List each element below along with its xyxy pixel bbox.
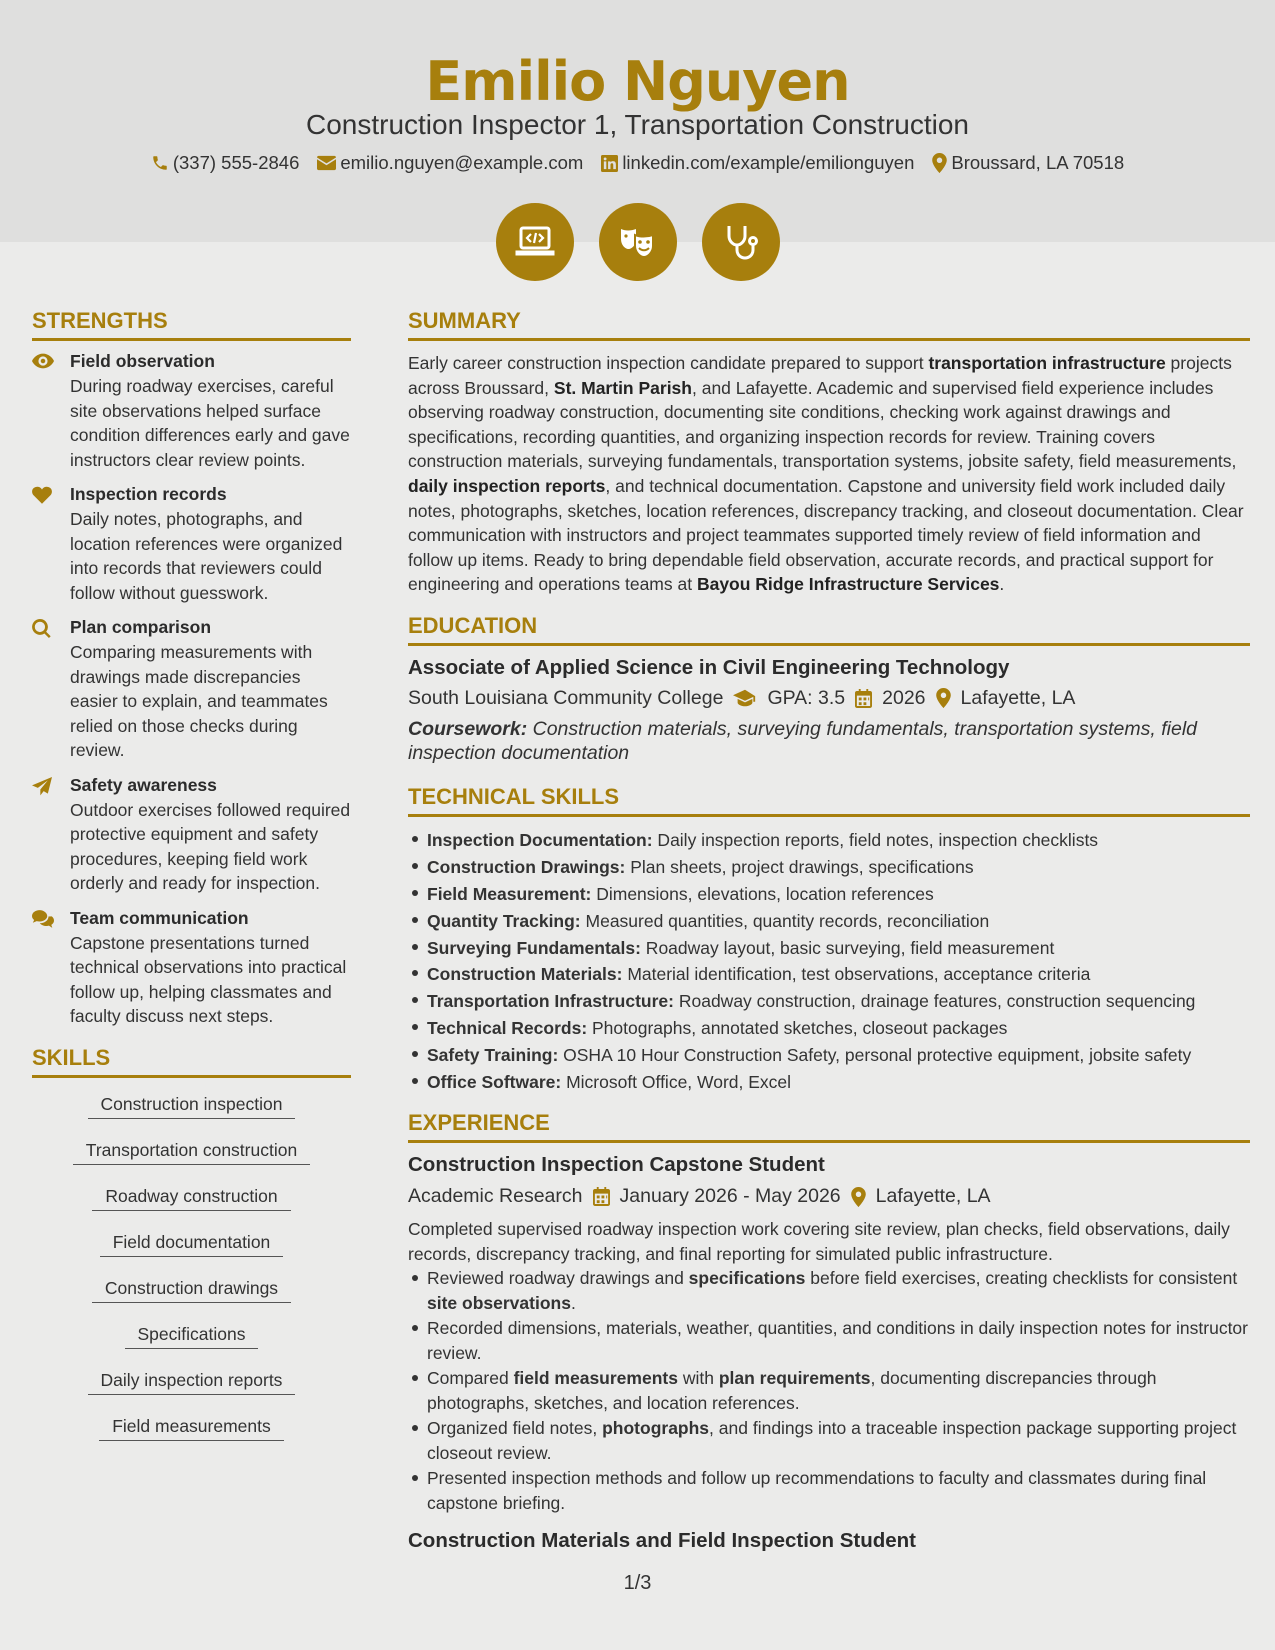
- laptop-code-icon: [515, 225, 555, 259]
- coursework: Coursework: Construction materials, surveying fundamentals, transportation systems, field inspection documentation: [408, 717, 1198, 765]
- list-item: Recorded dimensions, materials, weather, quantities, and conditions in daily inspection notes for instructor review.: [408, 1316, 1250, 1365]
- contact-phone[interactable]: [151, 152, 300, 174]
- strength-desc: Capstone presentations turned technical observations into practical follow up, helping classmates and faculty discuss next steps.: [70, 932, 347, 1026]
- strength-item: [32, 908, 351, 1029]
- list-item: Safety Training: OSHA 10 Hour Construction Safety, personal protective equipment, jobsite safety: [408, 1042, 1250, 1069]
- list-item: Inspection Documentation: Daily inspection reports, field notes, inspection checklists: [408, 827, 1250, 854]
- theater-masks-badge: [599, 203, 677, 281]
- skill-tag: Specifications: [125, 1322, 259, 1349]
- map-marker-icon: [936, 688, 951, 708]
- contact-linkedin[interactable]: [601, 152, 914, 174]
- list-item: Organized field notes, photographs, and findings into a traceable inspection package supporting project closeout review.: [408, 1416, 1250, 1465]
- skill-tag: Field measurements: [99, 1414, 284, 1441]
- laptop-code-badge: [496, 203, 574, 281]
- job-bullets: [408, 1266, 1250, 1515]
- strength-item: [32, 484, 351, 605]
- skill-tag: Field documentation: [100, 1230, 284, 1257]
- linkedin-text: linkedin.com/example/emilionguyen: [622, 152, 915, 173]
- paper-plane-icon: [32, 777, 52, 797]
- contact-email[interactable]: [317, 152, 583, 174]
- skill-tag: Daily inspection reports: [88, 1368, 296, 1395]
- calendar-icon: [855, 689, 872, 708]
- list-item: Transportation Infrastructure: Roadway construction, drainage features, construction sequencing: [408, 988, 1250, 1015]
- phone-text: (337) 555-2846: [172, 152, 300, 173]
- education-meta: [408, 687, 1250, 710]
- email-text: emilio.nguyen@example.com: [340, 152, 584, 173]
- strengths-heading: STRENGTHS: [32, 308, 351, 341]
- candidate-title: Construction Inspector 1, Transportation Construction: [305, 109, 969, 140]
- calendar-icon: [593, 1187, 610, 1206]
- summary-text: Early career construction inspection candidate prepared to support transportation infrastructure projects across Broussard, St. Martin Parish, and Lafayette. Academic and supervised field experience includes observing roadway construction, documenting site conditions, checking work against drawings and specifications, recording quantities, and organizing inspection records for review. Training covers construction materials, surveying fundamentals, transportation systems, jobsite safety, field measurements, daily inspection reports, and technical documentation. Capstone and university field work included daily notes, photographs, sketches, location references, discrepancy tracking, and closeout documentation. Clear communication with instructors and project teammates supported timely review of field information and follow up items. Ready to bring dependable field observation, accurate records, and practical support for engineering and operations teams at Bayou Ridge Infrastructure Services.: [408, 353, 1244, 595]
- list-item: Surveying Fundamentals: Roadway layout, basic surveying, field measurement: [408, 935, 1250, 962]
- strength-title: Safety awareness: [70, 774, 217, 795]
- eye-icon: [32, 353, 54, 369]
- list-item: Field Measurement: Dimensions, elevations, location references: [408, 881, 1250, 908]
- technical-skills-list: [408, 827, 1250, 1096]
- list-item: Quantity Tracking: Measured quantities, quantity records, reconciliation: [408, 908, 1250, 935]
- graduation-cap-icon: [733, 689, 757, 707]
- contact-row: [0, 152, 1275, 174]
- strength-title: Plan comparison: [70, 617, 212, 637]
- skill-tag: Construction inspection: [88, 1092, 296, 1119]
- list-item: Presented inspection methods and follow up recommendations to faculty and classmates during final capstone briefing.: [408, 1466, 1250, 1515]
- map-marker-icon: [851, 1187, 866, 1207]
- list-item: Construction Materials: Material identification, test observations, acceptance criteria: [408, 961, 1250, 988]
- skill-tag: Construction drawings: [92, 1276, 291, 1303]
- strength-title: Field observation: [70, 351, 215, 371]
- strength-desc: Comparing measurements with drawings made discrepancies easier to explain, and teammates relied on those checks during review.: [70, 642, 328, 760]
- stethoscope-icon: [723, 223, 759, 261]
- phone-icon: [151, 154, 169, 172]
- contact-location: [932, 152, 1124, 174]
- skill-tag: Transportation construction: [73, 1138, 310, 1165]
- location-text: Broussard, LA 70518: [951, 152, 1125, 173]
- right-column: [408, 308, 1250, 1553]
- list-item: Reviewed roadway drawings and specifications before field exercises, creating checklists for consistent site observations.: [408, 1266, 1250, 1315]
- heart-icon: [32, 486, 52, 504]
- interest-badges: [0, 203, 1275, 281]
- list-item: Technical Records: Photographs, annotated sketches, closeout packages: [408, 1015, 1250, 1042]
- page-number: 1/3: [623, 1572, 652, 1594]
- job-dates: January 2026 - May 2026: [619, 1185, 841, 1207]
- stethoscope-badge: [702, 203, 780, 281]
- comments-icon: [32, 910, 54, 928]
- map-marker-icon: [932, 153, 947, 173]
- list-item: Office Software: Microsoft Office, Word, Excel: [408, 1069, 1250, 1096]
- strength-item: [32, 617, 351, 763]
- candidate-name: Emilio Nguyen: [425, 50, 850, 113]
- theater-masks-icon: [617, 224, 659, 260]
- job-description: Completed supervised roadway inspection work covering site review, plan checks, field observations, daily records, discrepancy tracking, and final reporting for simulated public infrastructure.: [408, 1219, 1230, 1264]
- skills-heading: SKILLS: [32, 1045, 351, 1078]
- linkedin-icon: [601, 155, 618, 172]
- degree-title: Associate of Applied Science in Civil Engineering Technology: [408, 655, 1010, 679]
- list-item: Compared field measurements with plan requirements, documenting discrepancies through photographs, sketches, and location references.: [408, 1366, 1250, 1415]
- left-column: [32, 308, 351, 1460]
- school-name: South Louisiana Community College: [408, 686, 724, 709]
- job-title: Construction Inspection Capstone Student: [408, 1153, 825, 1176]
- strength-item: [32, 351, 351, 472]
- job-meta: [408, 1185, 1250, 1208]
- envelope-icon: [317, 155, 336, 171]
- gpa-text: GPA: 3.5: [767, 686, 846, 709]
- summary-heading: SUMMARY: [408, 308, 1250, 341]
- skills-list: [32, 1092, 351, 1460]
- school-location: Lafayette, LA: [960, 686, 1076, 709]
- strength-desc: Daily notes, photographs, and location references were organized into records that reviewers could follow without guesswork.: [70, 509, 343, 603]
- technical-skills-heading: TECHNICAL SKILLS: [408, 784, 1250, 817]
- job-title: Construction Materials and Field Inspection Student: [408, 1529, 916, 1553]
- job-location: Lafayette, LA: [875, 1185, 991, 1207]
- skill-tag: Roadway construction: [92, 1184, 290, 1211]
- strength-desc: Outdoor exercises followed required protective equipment and safety procedures, keeping field work orderly and ready for inspection.: [70, 799, 351, 893]
- search-icon: [32, 619, 51, 638]
- job-org: Academic Research: [408, 1185, 583, 1207]
- experience-heading: EXPERIENCE: [408, 1110, 1250, 1143]
- list-item: Construction Drawings: Plan sheets, project drawings, specifications: [408, 854, 1250, 881]
- strength-item: [32, 775, 351, 896]
- strength-title: Team communication: [70, 907, 249, 928]
- strength-desc: During roadway exercises, careful site observations helped surface condition differences early and gave instructors clear review points.: [70, 376, 350, 470]
- graduation-year: 2026: [882, 686, 926, 709]
- education-heading: EDUCATION: [408, 613, 1250, 646]
- strength-title: Inspection records: [70, 484, 227, 504]
